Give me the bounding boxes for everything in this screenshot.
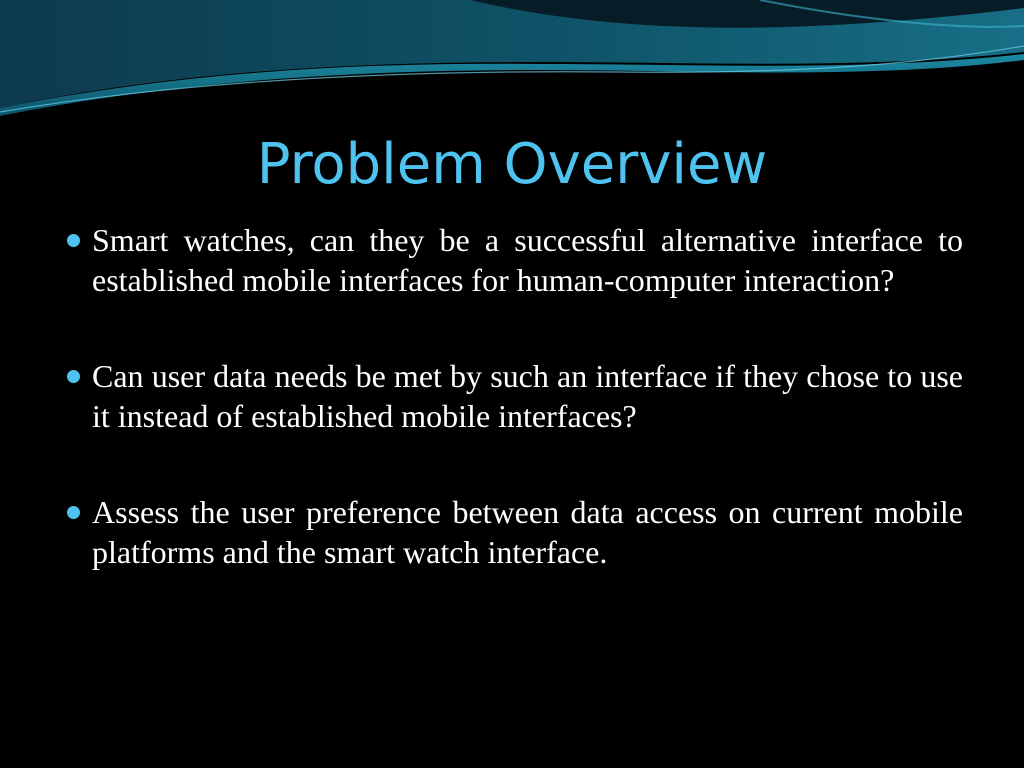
bullet-list (60, 220, 963, 628)
header-wave-decoration (0, 0, 1024, 130)
bullet-marker-icon (67, 370, 80, 383)
bullet-marker-icon (67, 506, 80, 519)
bullet-text: Assess the user preference between data access on current mobile platforms and the smart watch interface. (92, 494, 963, 570)
bullet-text: Can user data needs be met by such an interface if they chose to use it instead of established mobile interfaces? (92, 358, 963, 434)
bullet-item (60, 220, 963, 300)
bullet-item (60, 492, 963, 572)
bullet-marker-icon (67, 234, 80, 247)
slide-title: Problem Overview (256, 132, 768, 197)
bullet-item (60, 356, 963, 436)
bullet-text: Smart watches, can they be a successful alternative interface to established mobile interfaces for human-computer interaction? (92, 222, 963, 298)
